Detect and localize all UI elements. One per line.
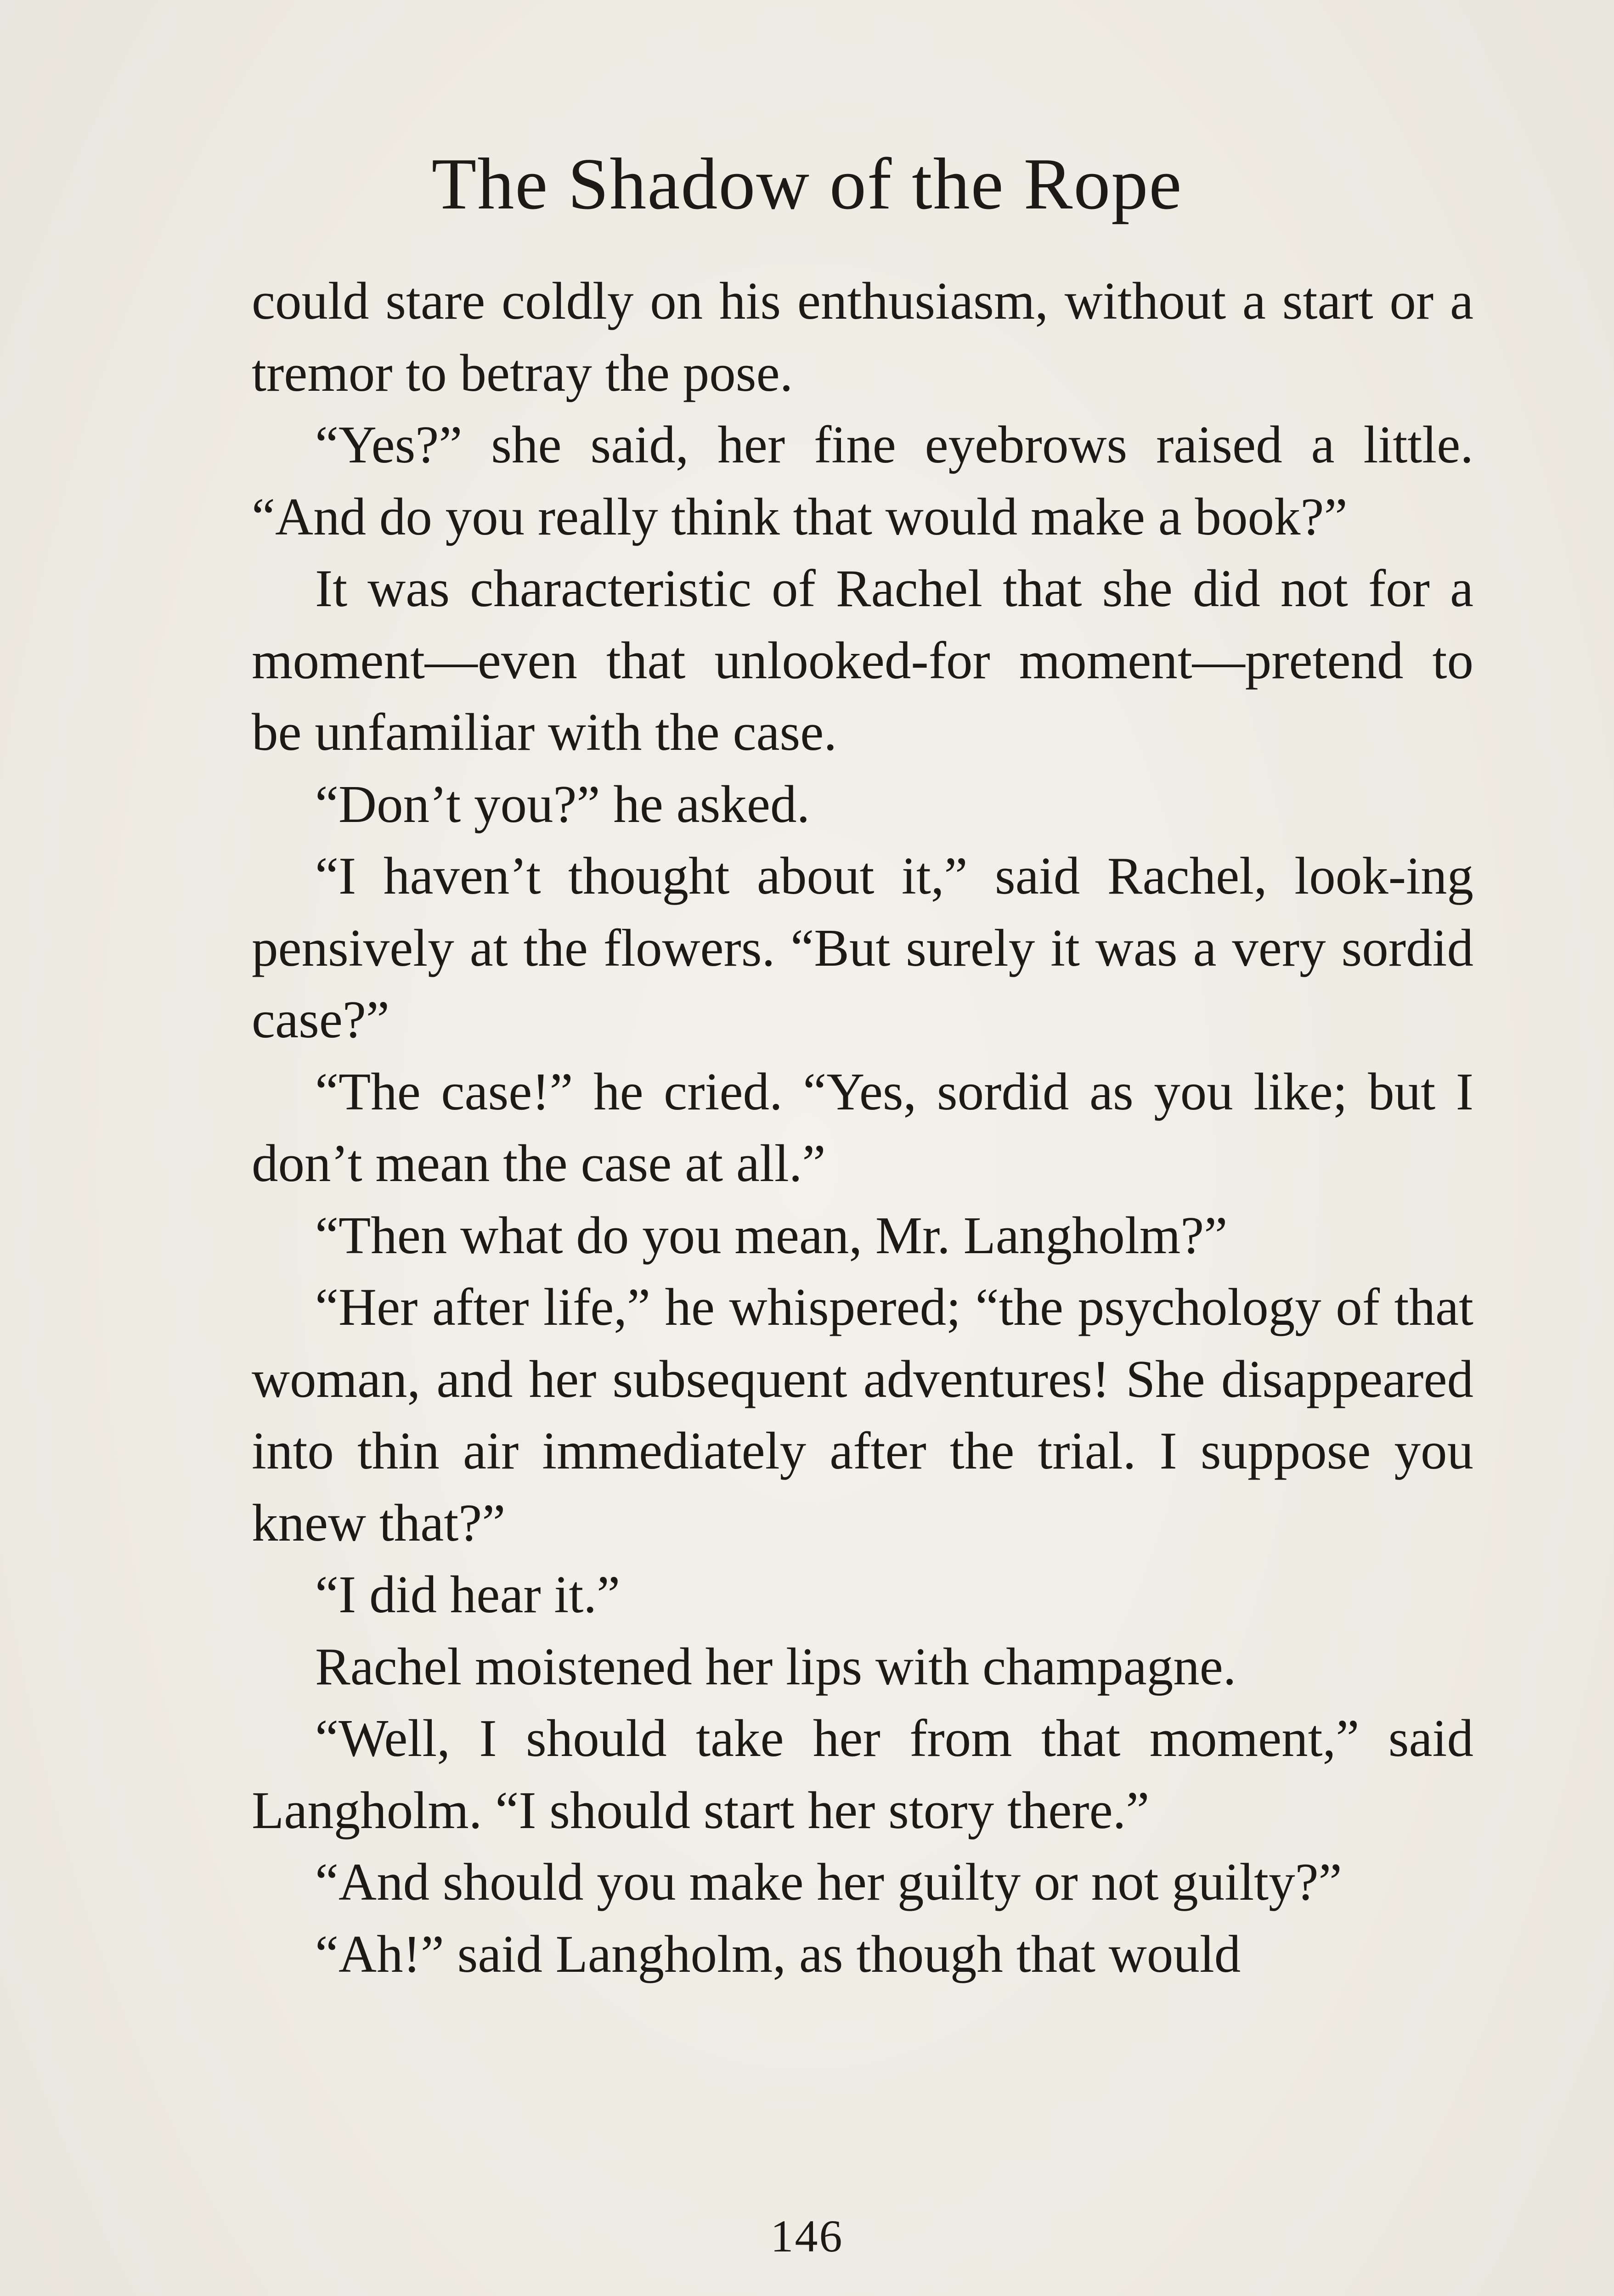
paragraph: “Ah!” said Langholm, as though that would — [315, 1925, 1241, 1983]
paragraph: “And should you make her guilty or not guilty?” — [315, 1853, 1342, 1911]
body-text — [252, 265, 1473, 1990]
paragraph: “I haven’t thought about it,” said Rachel, look-ing pensively at the flowers. “But surely it was a very sordid case?” — [252, 847, 1473, 1049]
paragraph: “Don’t you?” he asked. — [315, 775, 810, 833]
paragraph: could stare coldly on his enthusiasm, without a start or a tremor to betray the pose. — [252, 272, 1473, 402]
paragraph: Rachel moistened her lips with champagne. — [315, 1637, 1236, 1696]
paragraph: It was characteristic of Rachel that she did not for a moment—even that unlooked-for moment—pretend to be unfamiliar with the case. — [252, 559, 1473, 761]
page-number: 146 — [770, 2211, 844, 2262]
paragraph: “Then what do you mean, Mr. Langholm?” — [315, 1206, 1228, 1265]
paragraph: “Her after life,” he whispered; “the psychology of that woman, and her subsequent adventures! She disappeared into thin air immediately after the trial. I suppose you knew that?” — [252, 1278, 1473, 1552]
paragraph: “Well, I should take her from that moment,” said Langholm. “I should start her story there.” — [252, 1709, 1473, 1840]
paragraph: “Yes?” she said, her fine eyebrows raised a little. “And do you really think that would make a book?” — [252, 416, 1473, 546]
paragraph: “The case!” he cried. “Yes, sordid as you like; but I don’t mean the case at all.” — [252, 1062, 1473, 1193]
running-title: The Shadow of the Rope — [431, 143, 1183, 225]
paragraph: “I did hear it.” — [315, 1565, 621, 1624]
